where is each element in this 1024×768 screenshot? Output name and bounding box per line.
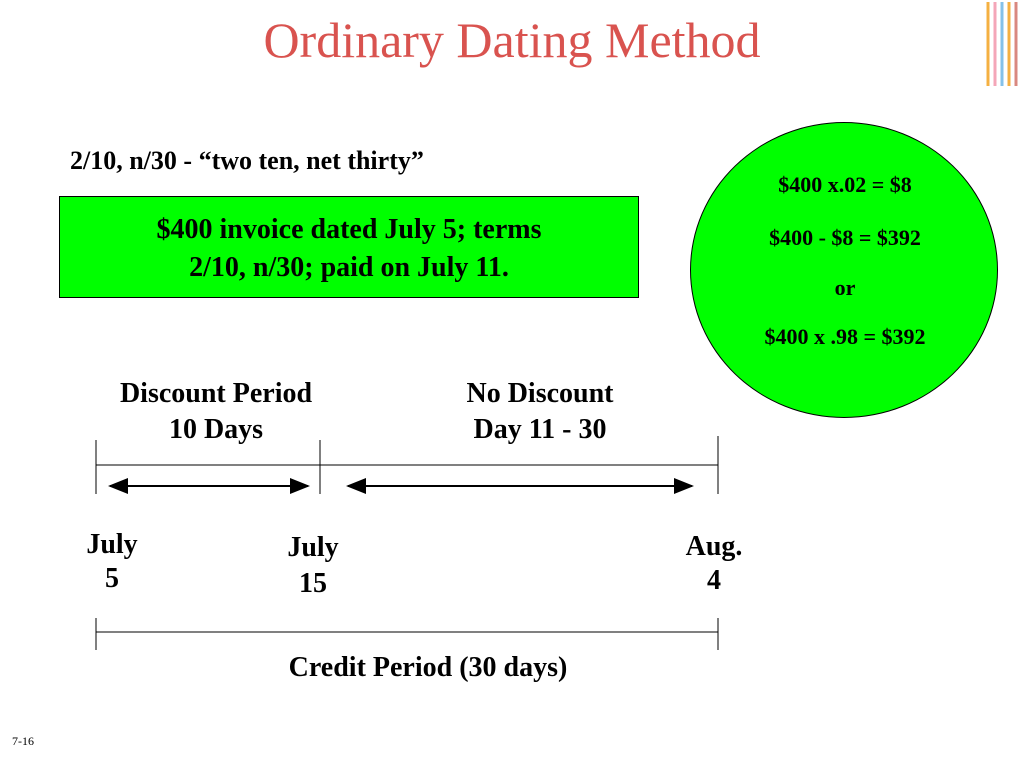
calc-alternative: $400 x .98 = $392 xyxy=(764,324,926,349)
date-july-15 xyxy=(263,530,363,602)
discount-period-days: 10 Days xyxy=(168,414,264,445)
date-aug-4 xyxy=(664,530,764,598)
terms-description: 2/10, n/30 - “two ten, net thirty” xyxy=(70,146,424,175)
calc-discount-amount: $400 x.02 = $8 xyxy=(778,172,912,197)
date-july-5 xyxy=(62,528,162,596)
calc-or: or xyxy=(834,275,856,300)
date-july-15-month: July xyxy=(287,532,339,563)
no-discount-days: Day 11 - 30 xyxy=(473,414,607,445)
invoice-line-2: 2/10, n/30; paid on July 11. xyxy=(189,252,509,283)
slide-number: 7-16 xyxy=(12,734,34,748)
discount-period-title: Discount Period xyxy=(119,378,313,409)
credit-period-label: Credit Period (30 days) xyxy=(288,652,568,683)
slide-title: Ordinary Dating Method xyxy=(263,12,761,68)
no-discount-title: No Discount xyxy=(466,378,614,409)
date-july-15-day: 15 xyxy=(299,568,327,599)
date-aug-4-day: 4 xyxy=(707,565,721,596)
date-july-5-day: 5 xyxy=(105,563,119,594)
calc-net-amount: $400 - $8 = $392 xyxy=(769,225,921,250)
date-aug-4-month: Aug. xyxy=(685,531,743,562)
invoice-line-1: $400 invoice dated July 5; terms xyxy=(156,214,542,245)
date-july-5-month: July xyxy=(86,529,138,560)
